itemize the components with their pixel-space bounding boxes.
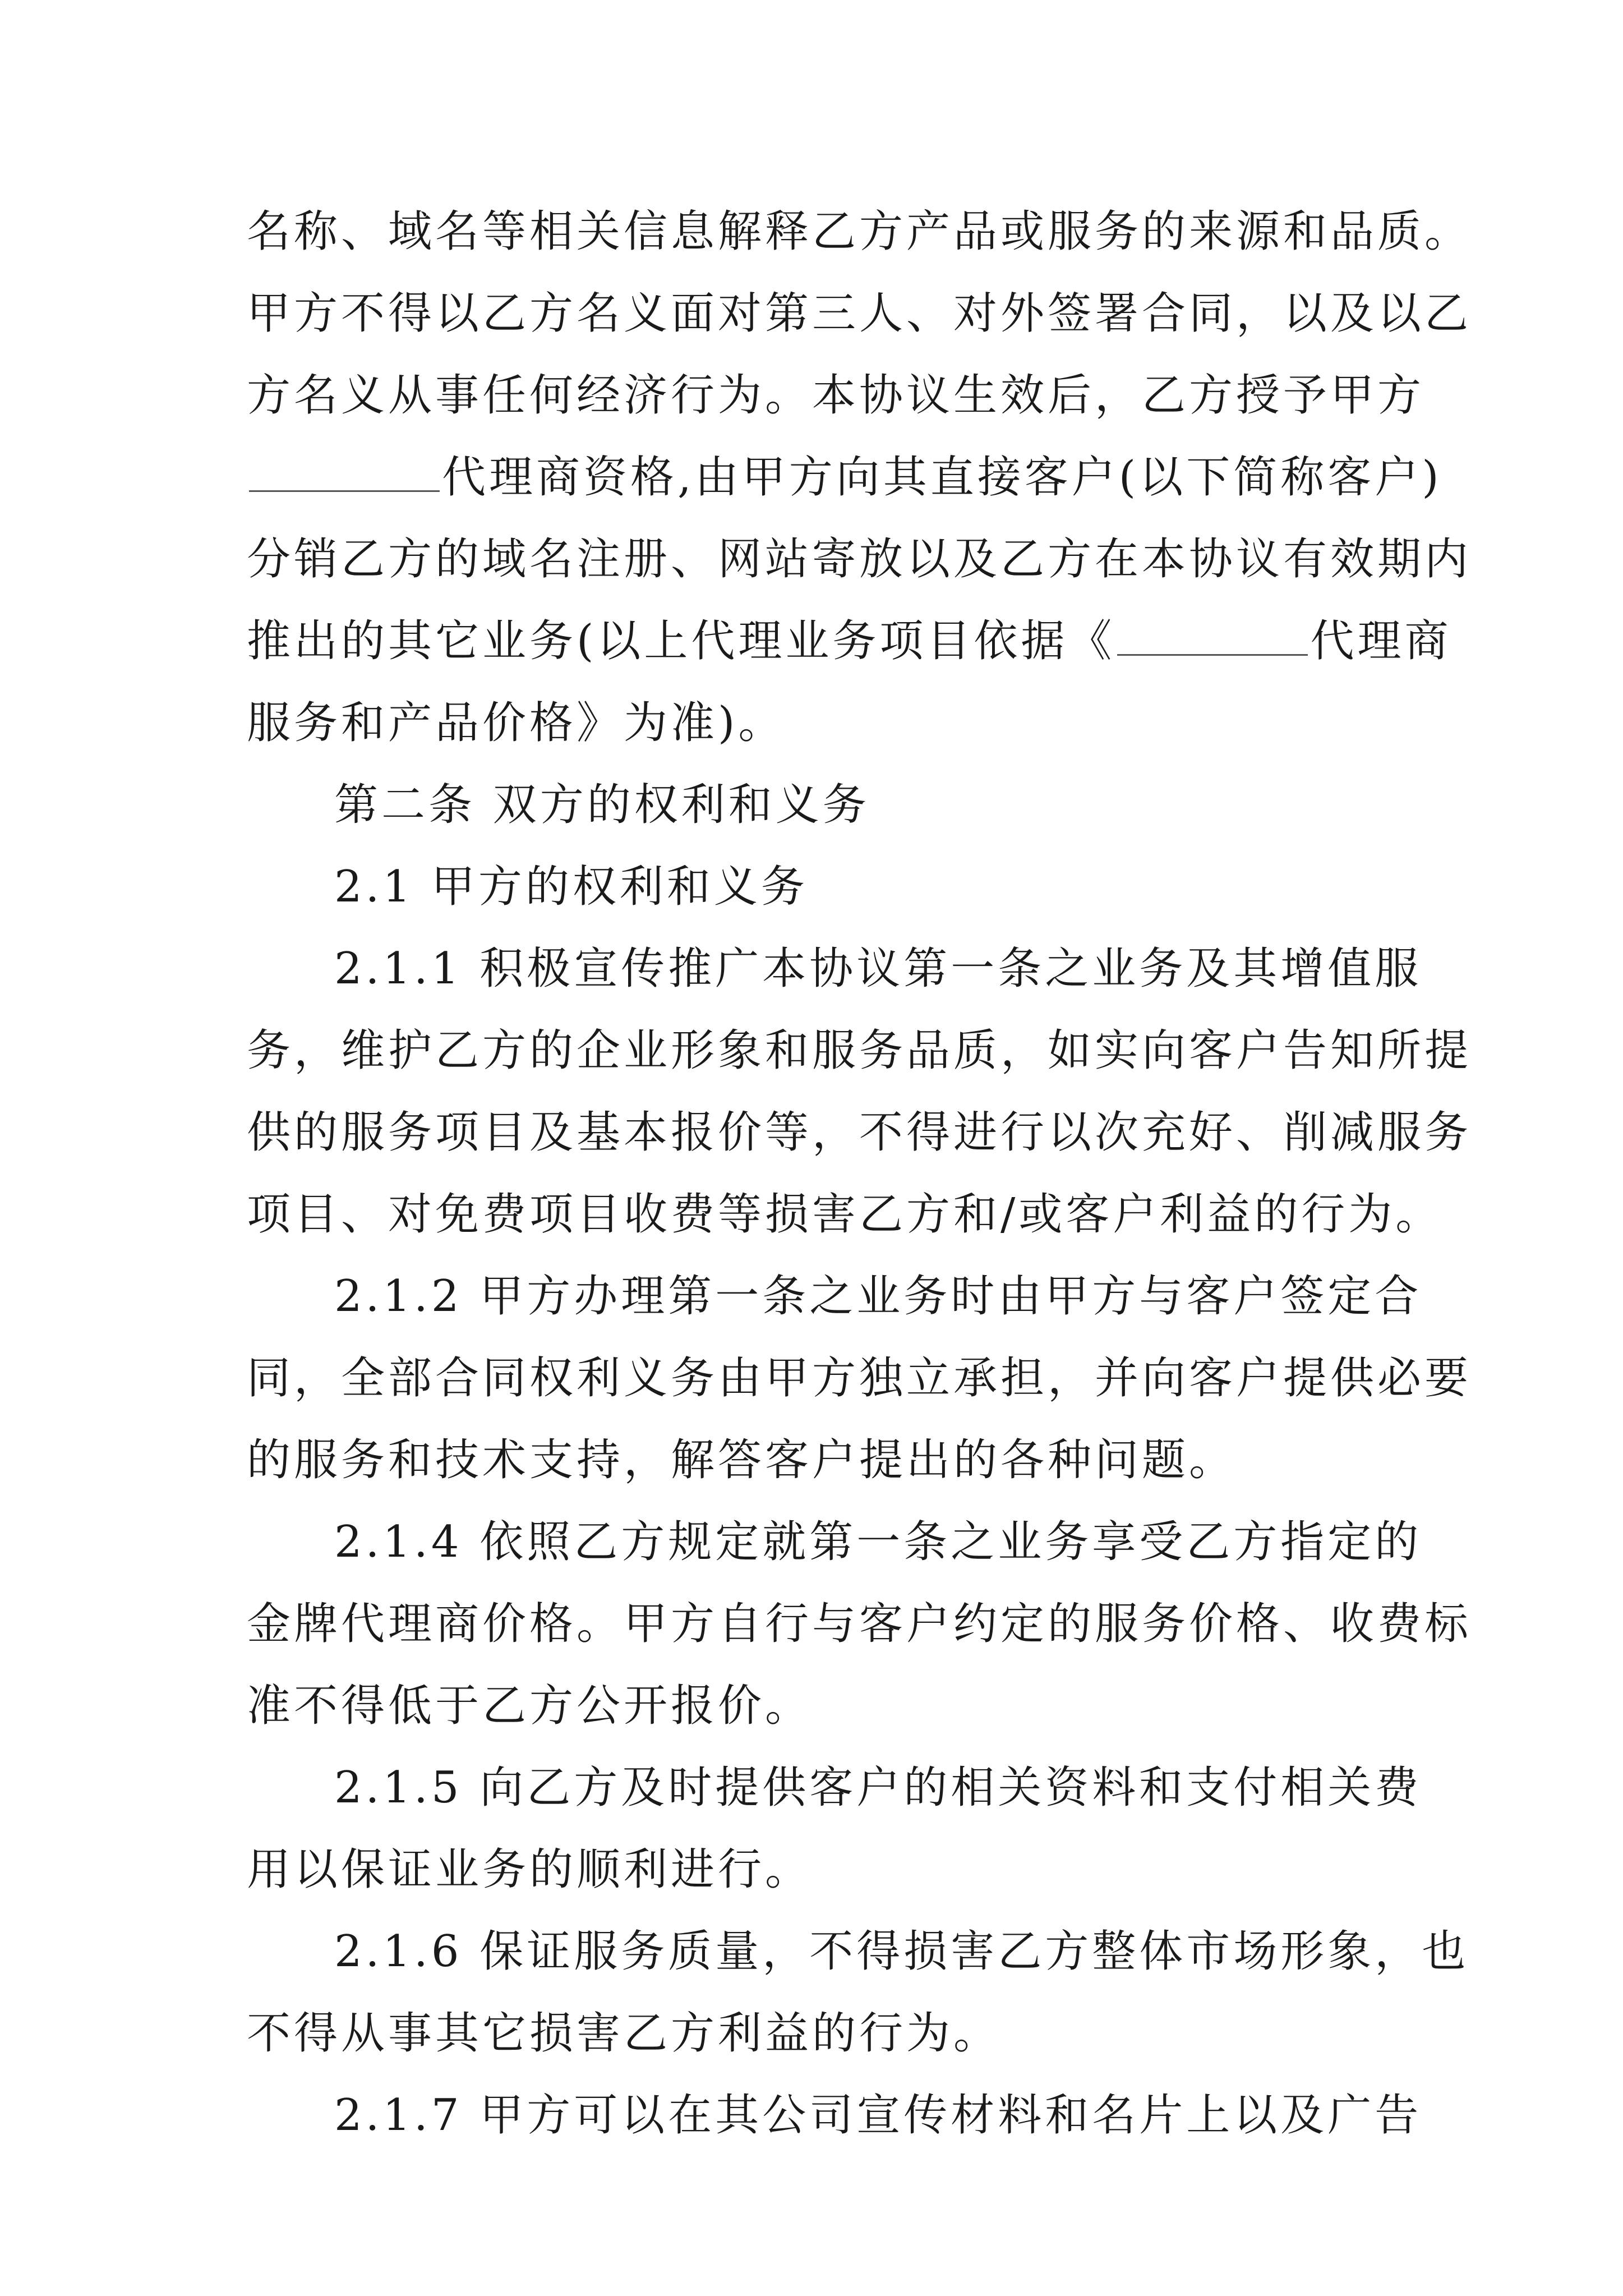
clause-start [247,2074,1422,2156]
text-line [247,436,1442,518]
text-line [247,273,1472,355]
line-text: 的服务和技术支持，解答客户提出的各种问题。 [247,1435,1237,1485]
line-text: 供的服务项目及基本报价等，不得进行以次充好、削减服务 [247,1107,1472,1158]
line-text: 推出的其它业务(以上代理业务项目依据《 [247,616,1115,666]
line-text: 准不得低于乙方公开报价。 [247,1681,813,1731]
line-text: 务，维护乙方的企业形象和服务品质，如实向客户告知所提 [247,1025,1472,1076]
line-text: 2.1 甲方的权利和义务 [334,862,808,912]
text-line [247,1829,1391,1911]
line-text: 2.1.1 积极宣传推广本协议第一条之业务及其增值服 [334,944,1422,994]
document-body [247,191,1472,2156]
text-line [247,355,1425,436]
line-text: 2.1.4 依照乙方规定就第一条之业务享受乙方指定的 [334,1517,1422,1567]
line-text: 金牌代理商价格。甲方自行与客户约定的服务价格、收费标 [247,1599,1472,1649]
line-text: 甲方不得以乙方名义面对第三人、对外签署合同，以及以乙 [247,288,1472,339]
text-line [247,1092,1472,1174]
text-line [247,1665,1391,1747]
clause-start [247,1911,1469,1993]
fill-in-blank [249,451,440,492]
line-text: 方名义从事任何经济行为。本协议生效后，乙方授予甲方 [247,370,1425,421]
line-text: 不得从事其它损害乙方利益的行为。 [247,2008,1001,2059]
clause-start [247,1501,1422,1583]
text-line [247,1337,1472,1419]
text-line [247,1419,1391,1501]
line-text: 2.1.7 甲方可以在其公司宣传材料和名片上以及广告 [334,2090,1422,2141]
line-text: 分销乙方的域名注册、网站寄放以及乙方在本协议有效期内 [247,534,1472,585]
text-line [247,1010,1472,1092]
line-text: 名称、域名等相关信息解释乙方产品或服务的来源和品质。 [247,206,1472,257]
line-text: 项目、对免费项目收费等损害乙方和/或客户利益的行为。 [247,1189,1443,1240]
line-text: 同，全部合同权利义务由甲方独立承担，并向客户提供必要 [247,1353,1472,1404]
text-line [247,682,1391,764]
clause-start [247,1747,1422,1829]
line-text: 2.1.2 甲方办理第一条之业务时由甲方与客户签定合 [334,1271,1422,1322]
clause-start [247,1255,1422,1337]
text-line [247,1993,1391,2074]
line-text: 代理商 [1310,616,1452,666]
line-text: 服务和产品价格》为准)。 [247,698,786,748]
text-line [247,518,1472,600]
text-line [247,1583,1472,1665]
line-text: 第二条 双方的权利和义务 [334,780,870,830]
clause-start [247,928,1422,1010]
section-heading [247,764,1391,846]
fill-in-blank [1117,615,1308,656]
subsection-heading [247,846,1391,928]
line-text: 2.1.6 保证服务质量，不得损害乙方整体市场形象，也 [334,1926,1469,1977]
text-line [247,1174,1443,1255]
line-text: 2.1.5 向乙方及时提供客户的相关资料和支付相关费 [334,1763,1422,1813]
line-text: 用以保证业务的顺利进行。 [247,1844,813,1895]
text-line [247,191,1472,273]
text-line [247,600,1452,682]
line-text: 代理商资格,由甲方向其直接客户(以下简称客户) [442,452,1442,503]
